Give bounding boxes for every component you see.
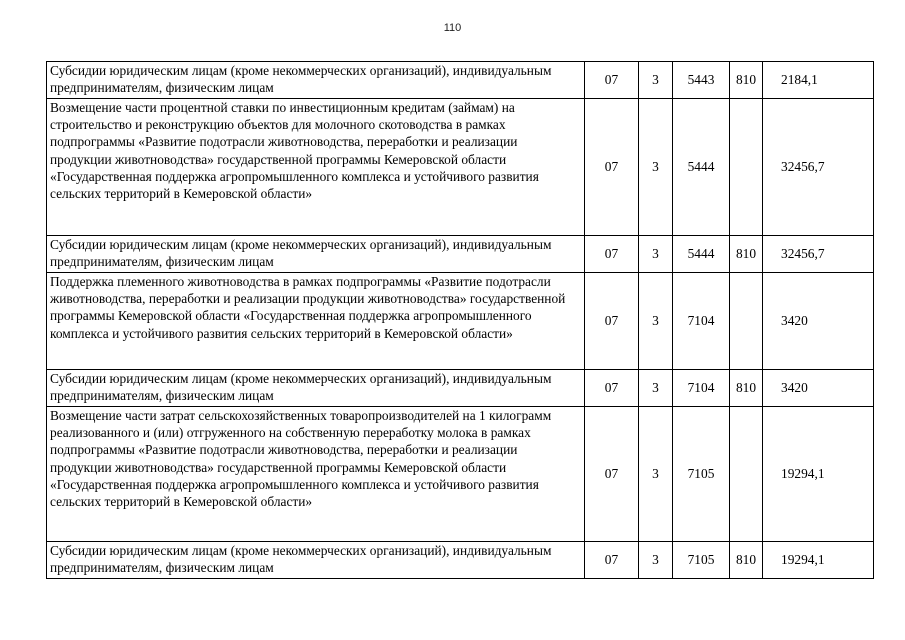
table-row xyxy=(47,370,874,407)
row-subsection: 3 xyxy=(639,236,673,273)
row-target-item: 7104 xyxy=(673,370,730,407)
row-expense-kind: 810 xyxy=(730,236,763,273)
row-amount: 19294,1 xyxy=(763,542,874,579)
row-target-item: 7105 xyxy=(673,542,730,579)
row-subsection: 3 xyxy=(639,407,673,542)
row-expense-kind xyxy=(730,407,763,542)
row-section: 07 xyxy=(585,236,639,273)
row-expense-kind: 810 xyxy=(730,370,763,407)
row-target-item: 5444 xyxy=(673,99,730,236)
row-description: Субсидии юридическим лицам (кроме некоммерческих организаций), индивидуальным предпринимателям, физическим лицам xyxy=(47,542,585,579)
row-subsection: 3 xyxy=(639,542,673,579)
row-expense-kind: 810 xyxy=(730,542,763,579)
row-subsection: 3 xyxy=(639,99,673,236)
page-number: 110 xyxy=(443,22,462,34)
row-amount: 19294,1 xyxy=(763,407,874,542)
row-section: 07 xyxy=(585,99,639,236)
row-description: Возмещение части затрат сельскохозяйственных товаропроизводителей на 1 килограмм реализованного и (или) отгруженного на собственную переработку молока в рамках подпрограммы «Развитие подотрасли животноводства, переработки и реализации продукции животноводства» государственной программы Кемеровской области «Государственная поддержка агропромышленного комплекса и устойчивого развития сельских территорий в Кемеровской области» xyxy=(47,407,585,542)
row-expense-kind xyxy=(730,273,763,370)
table-row xyxy=(47,99,874,236)
row-target-item: 5444 xyxy=(673,236,730,273)
row-description: Субсидии юридическим лицам (кроме некоммерческих организаций), индивидуальным предпринимателям, физическим лицам xyxy=(47,62,585,99)
row-expense-kind: 810 xyxy=(730,62,763,99)
row-expense-kind xyxy=(730,99,763,236)
row-amount: 3420 xyxy=(763,370,874,407)
row-description: Субсидии юридическим лицам (кроме некоммерческих организаций), индивидуальным предпринимателям, физическим лицам xyxy=(47,370,585,407)
row-amount: 32456,7 xyxy=(763,99,874,236)
row-section: 07 xyxy=(585,370,639,407)
table-row xyxy=(47,236,874,273)
table-row xyxy=(47,273,874,370)
budget-table xyxy=(46,61,874,579)
table-row xyxy=(47,407,874,542)
row-section: 07 xyxy=(585,62,639,99)
row-description: Возмещение части процентной ставки по инвестиционным кредитам (займам) на строительство и реконструкцию объектов для молочного скотоводства в рамках подпрограммы «Развитие подотрасли животноводства, переработки и реализации продукции животноводства» государственной программы Кемеровской области «Государственная поддержка агропромышленного комплекса и устойчивого развития сельских территорий в Кемеровской области» xyxy=(47,99,585,236)
row-target-item: 5443 xyxy=(673,62,730,99)
row-description: Субсидии юридическим лицам (кроме некоммерческих организаций), индивидуальным предпринимателям, физическим лицам xyxy=(47,236,585,273)
row-subsection: 3 xyxy=(639,62,673,99)
row-target-item: 7104 xyxy=(673,273,730,370)
row-amount: 3420 xyxy=(763,273,874,370)
row-description: Поддержка племенного животноводства в рамках подпрограммы «Развитие подотрасли животноводства, переработки и реализации продукции животноводства» государственной программы Кемеровской области «Государственная поддержка агропромышленного комплекса и устойчивого развития сельских территорий в Кемеровской области» xyxy=(47,273,585,370)
row-subsection: 3 xyxy=(639,273,673,370)
row-section: 07 xyxy=(585,407,639,542)
row-amount: 2184,1 xyxy=(763,62,874,99)
table-row xyxy=(47,542,874,579)
row-amount: 32456,7 xyxy=(763,236,874,273)
row-subsection: 3 xyxy=(639,370,673,407)
table-row xyxy=(47,62,874,99)
row-target-item: 7105 xyxy=(673,407,730,542)
row-section: 07 xyxy=(585,273,639,370)
row-section: 07 xyxy=(585,542,639,579)
